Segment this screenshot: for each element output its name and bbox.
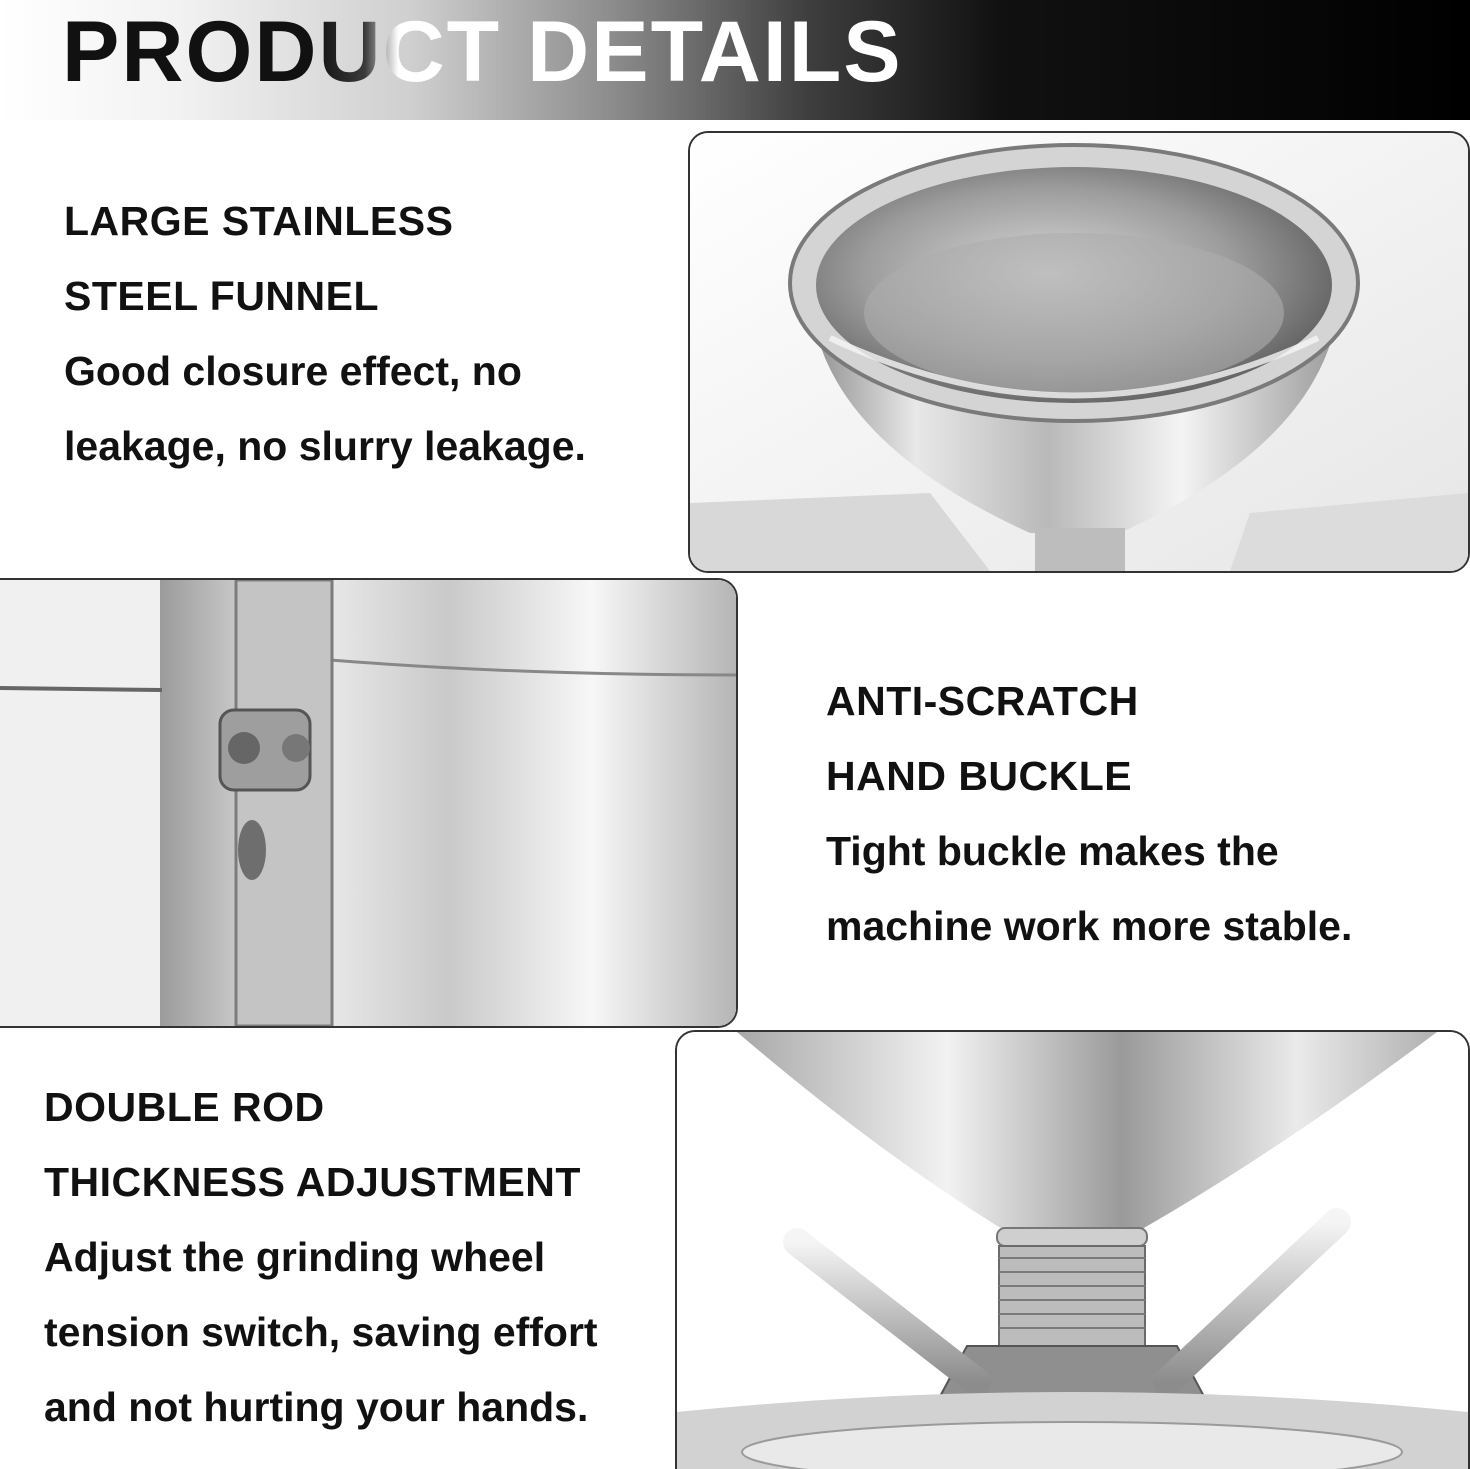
funnel-image <box>690 133 1468 571</box>
funnel-image-panel <box>688 131 1470 573</box>
feature-funnel-text <box>64 184 586 484</box>
rod-image-panel <box>675 1030 1470 1469</box>
buckle-image <box>0 580 736 1026</box>
feature-rod-heading-line-1: DOUBLE ROD <box>44 1084 325 1130</box>
buckle-image-panel <box>0 578 738 1028</box>
feature-buckle-text <box>826 664 1352 964</box>
feature-rod-desc-line-3: and not hurting your hands. <box>44 1384 589 1430</box>
feature-rod-text <box>44 1070 598 1445</box>
feature-funnel-heading-line-1: LARGE STAINLESS <box>64 198 454 244</box>
feature-buckle-desc-line-1: Tight buckle makes the <box>826 828 1279 874</box>
rod-image <box>677 1032 1468 1469</box>
header-banner <box>0 0 1470 120</box>
page-title: PRODUCT DETAILS <box>62 4 903 100</box>
feature-rod-heading-line-2: THICKNESS ADJUSTMENT <box>44 1159 581 1205</box>
feature-buckle-heading-line-2: HAND BUCKLE <box>826 753 1133 799</box>
feature-buckle-heading-line-1: ANTI-SCRATCH <box>826 678 1139 724</box>
feature-funnel-heading-line-2: STEEL FUNNEL <box>64 273 380 319</box>
feature-funnel-desc-line-1: Good closure effect, no <box>64 348 522 394</box>
feature-buckle-desc-line-2: machine work more stable. <box>826 903 1353 949</box>
feature-rod-desc-line-2: tension switch, saving effort <box>44 1309 598 1355</box>
feature-funnel-desc-line-2: leakage, no slurry leakage. <box>64 423 586 469</box>
feature-rod-desc-line-1: Adjust the grinding wheel <box>44 1234 546 1280</box>
